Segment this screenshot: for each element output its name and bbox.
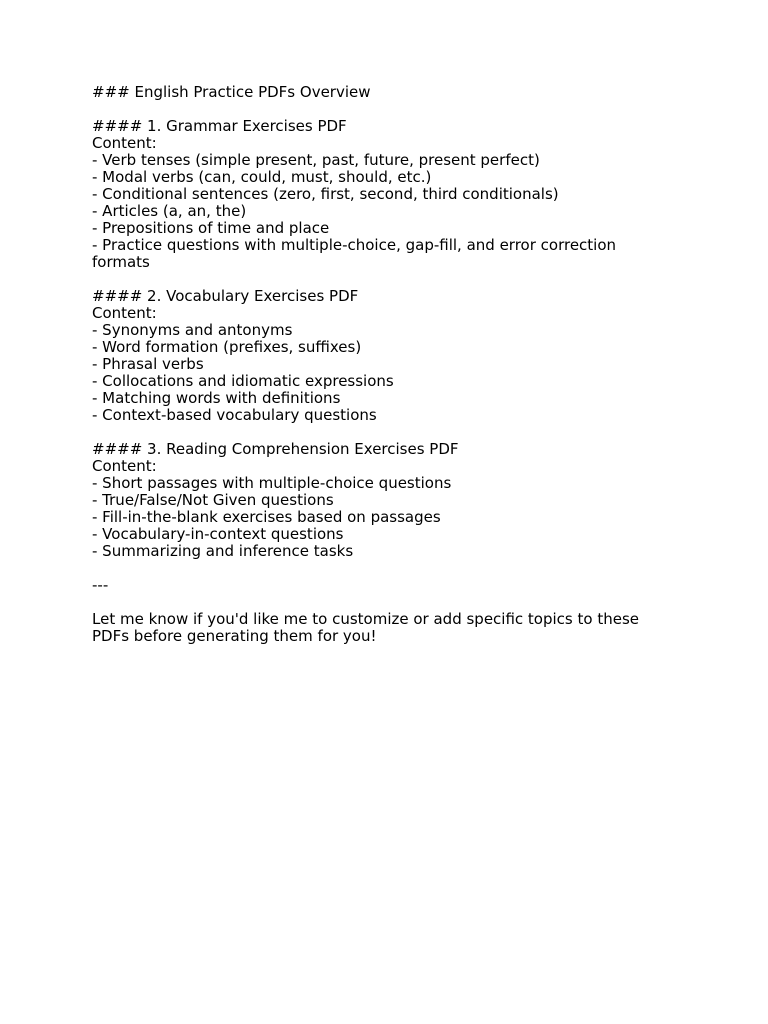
blank-line [92, 594, 676, 611]
list-item: - Practice questions with multiple-choice, gap-fill, and error correction formats [92, 236, 621, 271]
list-item: - Conditional sentences (zero, first, second, third conditionals) [92, 185, 559, 203]
list-item: - True/False/Not Given questions [92, 491, 334, 509]
content-label: Content: [92, 457, 157, 475]
closing-paragraph: Let me know if you'd like me to customize or add specific topics to these PDFs before generating them for you! [92, 610, 644, 645]
list-item: - Synonyms and antonyms [92, 321, 293, 339]
blank-line [92, 560, 676, 577]
list-item: - Context-based vocabulary questions [92, 406, 377, 424]
section-heading: #### 3. Reading Comprehension Exercises PDF [92, 440, 459, 458]
content-label: Content: [92, 304, 157, 322]
list-item: - Short passages with multiple-choice questions [92, 474, 452, 492]
list-item: - Word formation (prefixes, suffixes) [92, 338, 362, 356]
list-item: - Matching words with definitions [92, 389, 341, 407]
document-title: ### English Practice PDFs Overview [92, 83, 371, 101]
separator: --- [92, 576, 109, 594]
section-heading: #### 1. Grammar Exercises PDF [92, 117, 347, 135]
content-label: Content: [92, 134, 157, 152]
section-grammar [92, 118, 676, 271]
document-body [92, 84, 676, 645]
list-item: - Fill-in-the-blank exercises based on passages [92, 508, 441, 526]
list-item: - Vocabulary-in-context questions [92, 525, 344, 543]
blank-line [92, 101, 676, 118]
blank-line [92, 424, 676, 441]
list-item: - Articles (a, an, the) [92, 202, 247, 220]
blank-line [92, 271, 676, 288]
section-vocabulary [92, 288, 676, 424]
list-item: - Collocations and idiomatic expressions [92, 372, 394, 390]
list-item: - Modal verbs (can, could, must, should, etc.) [92, 168, 432, 186]
list-item: - Verb tenses (simple present, past, future, present perfect) [92, 151, 540, 169]
section-reading-comprehension [92, 441, 676, 560]
section-heading: #### 2. Vocabulary Exercises PDF [92, 287, 359, 305]
list-item: - Summarizing and inference tasks [92, 542, 354, 560]
list-item: - Phrasal verbs [92, 355, 204, 373]
list-item: - Prepositions of time and place [92, 219, 330, 237]
